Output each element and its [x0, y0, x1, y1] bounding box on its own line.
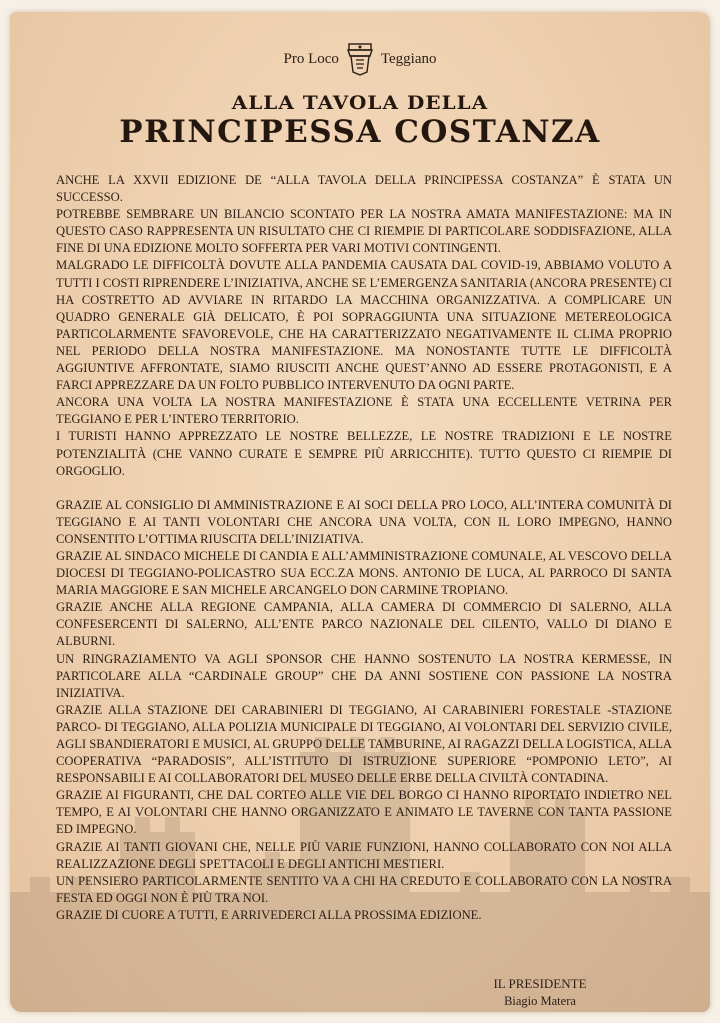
paragraph: MALGRADO LE DIFFICOLTÀ DOVUTE ALLA PANDEMIA CAUSATA DAL COVID-19, ABBIAMO VOLUTO A TUTTI I COSTI RIPRENDERE L’INIZIATIVA, ANCHE SE L’EMERGENZA SANITARIA (ANCORA PRESENTE) CI HA COSTRETTO AD AVVIARE IN RITARDO LA MACCHINA ORGANIZZATIVA. A COMPLICARE UN QUADRO GENERALE GIÀ DELICATO, È POI SOPRAGGIUNTA UNA SITUAZIONE METEREOLOGICA PARTICOLARMENTE SFAVOREVOLE, CHE HA CARATTERIZZATO NEGATIVAMENTE IL CLIMA PROPRIO NEL PERIODO DELLA NOSTRA MANIFESTAZIONE. MA NONOSTANTE TUTTE LE DIFFICOLTÀ AGGIUNTIVE AFFRONTATE, SIAMO RIUSCITI ANCHE QUEST’ANNO AD ESSERE PROTAGONISTI, E A FARCI APPREZZARE DA UN FOLTO PUBBLICO INTERVENUTO DA OGNI PARTE.: [56, 258, 672, 393]
paragraph: GRAZIE AI FIGURANTI, CHE DAL CORTEO ALLE VIE DEL BORGO CI HANNO RIPORTATO INDIETRO NEL TEMPO, E AI VOLONTARI CHE HANNO ORGANIZZATO E ANIMATO LE TAVERNE CON TANTA PASSIONE ED IMPEGNO.: [56, 788, 672, 837]
paragraph: GRAZIE AI TANTI GIOVANI CHE, NELLE PIÙ VARIE FUNZIONI, HANNO COLLABORATO CON NOI ALLA REALIZZAZIONE DEGLI SPETTACOLI E DEGLI ANTICHI MESTIERI.: [56, 839, 672, 871]
paragraph: ANCHE LA XXVII EDIZIONE DE “ALLA TAVOLA DELLA PRINCIPESSA COSTANZA” È STATA UN SUCCESSO.: [56, 173, 672, 205]
signature-role: IL PRESIDENTE: [493, 976, 587, 991]
paragraph: GRAZIE AL SINDACO MICHELE DI CANDIA E ALL’AMMINISTRAZIONE COMUNALE, AL VESCOVO DELLA DIOCESI DI TEGGIANO-POLICASTRO SUA ECC.ZA MONS. ANTONIO DE LUCA, AL PARROCO DI SANTA MARIA MAGGIORE E SAN MICHELE ARCANGELO DON CARMINE TROPIANO.: [56, 548, 672, 598]
paragraph: I TURISTI HANNO APPREZZATO LE NOSTRE BELLEZZE, LE NOSTRE TRADIZIONI E LE NOSTRE POTENZIALITÀ (CHE VANNO CURATE E SEMPRE PIÙ ARRICCHITE). TUTTO QUESTO CI RIEMPIE DI ORGOGLIO.: [56, 429, 672, 478]
signature-name: Biagio Matera: [504, 994, 576, 1008]
signature-block: [450, 976, 630, 1009]
paragraph: GRAZIE ANCHE ALLA REGIONE CAMPANIA, ALLA CAMERA DI COMMERCIO DI SALERNO, ALLA CONFESERCENTI DI SALERNO, ALL’ENTE PARCO NAZIONALE DEL CILENTO, VALLO DI DIANO E ALBURNI.: [56, 600, 672, 649]
paragraph: GRAZIE DI CUORE A TUTTI, E ARRIVEDERCI ALLA PROSSIMA EDIZIONE.: [56, 907, 482, 922]
parchment-sheet: [10, 12, 710, 1012]
brand-line: [283, 42, 436, 76]
brand-right: Teggiano: [380, 50, 437, 67]
brand-left: Pro Loco: [283, 50, 339, 67]
pro-loco-crest-icon: [345, 42, 375, 76]
paragraph: UN RINGRAZIAMENTO VA AGLI SPONSOR CHE HANNO SOSTENUTO LA NOSTRA KERMESSE, IN PARTICOLARE ALLA “CARDINALE GROUP” CHE DA ANNI SOSTIENE CON PASSIONE LA NOSTRA INIZIATIVA.: [56, 651, 672, 700]
header: [10, 42, 710, 150]
paragraph: GRAZIE ALLA STAZIONE DEI CARABINIERI DI TEGGIANO, AI CARABINIERI FORESTALE -STAZIONE PARCO- DI TEGGIANO, ALLA POLIZIA MUNICIPALE DI TEGGIANO, AI VOLONTARI DEL SERVIZIO CIVILE, AGLI SBANDIERATORI E MUSICI, AL GRUPPO DELLE TAMBURINE, AI RAGAZZI DELLA LOGISTICA, ALLA COOPERATIVA “PARADOSIS”, ALL’ISTITUTO DI ISTRUZIONE SUPERIORE “POMPONIO LETO”, AI RESPONSABILI E AI COLLABORATORI DEL MUSEO DELLE ERBE DELLA CIVILTÀ CONTADINA.: [56, 702, 672, 786]
paragraph: UN PENSIERO PARTICOLARMENTE SENTITO VA A CHI HA CREDUTO E COLLABORATO CON LA NOSTRA FESTA ED OGGI NON È PIÙ TRA NOI.: [56, 873, 672, 905]
title-line-2: PRINCIPESSA COSTANZA: [119, 114, 601, 150]
paragraph-gap: [56, 480, 672, 497]
title-line-1: ALLA TAVOLA DELLA: [231, 92, 489, 114]
paragraph: GRAZIE AL CONSIGLIO DI AMMINISTRAZIONE E AI SOCI DELLA PRO LOCO, ALL’INTERA COMUNITÀ DI TEGGIANO E AI TANTI VOLONTARI CHE ANCORA UNA VOLTA, CON IL LORO IMPEGNO, HANNO CONSENTITO L’OTTIMA RIUSCITA DELL’INIZIATIVA.: [56, 497, 672, 546]
paragraph: ANCORA UNA VOLTA LA NOSTRA MANIFESTAZIONE È STATA UNA ECCELLENTE VETRINA PER TEGGIANO E PER L’INTERO TERRITORIO.: [56, 395, 672, 427]
paragraph: POTREBBE SEMBRARE UN BILANCIO SCONTATO PER LA NOSTRA AMATA MANIFESTAZIONE: MA IN QUESTO CASO RAPPRESENTA UN RISULTATO CHE CI RIEMPIE DI PARTICOLARE SODDISFAZIONE, ALLA FINE DI UNA EDIZIONE MOLTO SOFFERTA PER VARI MOTIVI CONTINGENTI.: [56, 207, 672, 256]
letter-body: [56, 172, 672, 924]
